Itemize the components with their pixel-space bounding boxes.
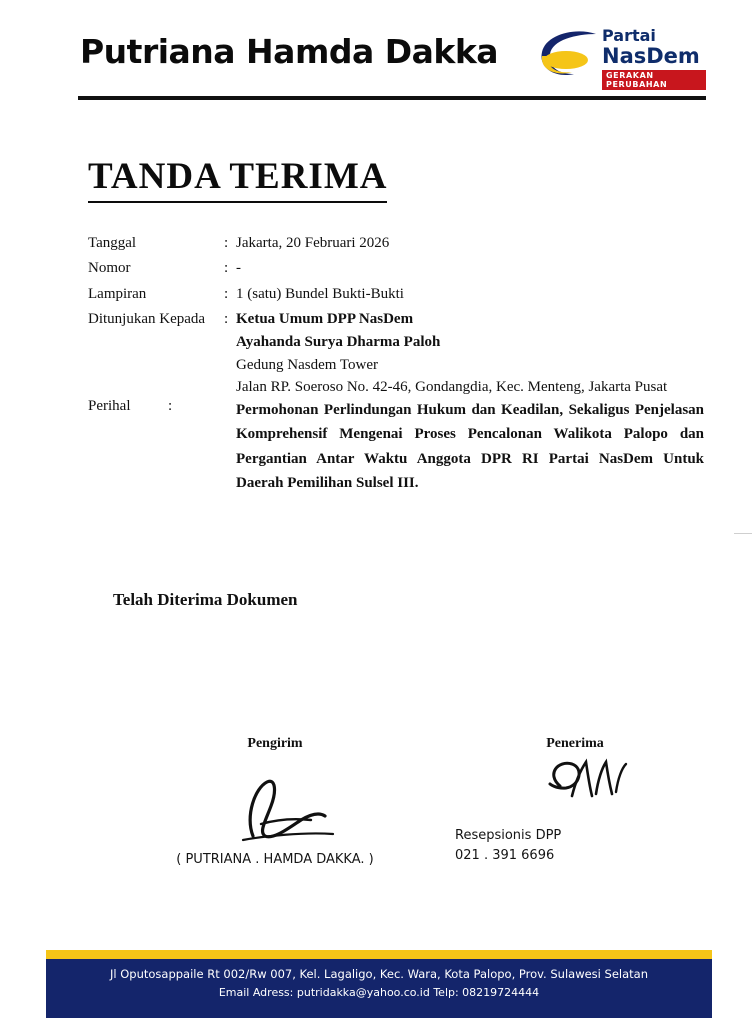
meta-block bbox=[88, 232, 704, 399]
meta-label: Ditunjukan Kepada bbox=[88, 310, 206, 327]
meta-separator: : bbox=[224, 285, 229, 302]
subject-separator: : bbox=[168, 398, 173, 414]
meta-row bbox=[88, 257, 704, 280]
receiver-name bbox=[455, 826, 752, 866]
meta-value: Ketua Umum DPP NasDem bbox=[236, 310, 414, 327]
meta-row bbox=[88, 232, 704, 255]
recipient-address bbox=[236, 331, 704, 399]
footer-accent-bar bbox=[46, 950, 712, 959]
logo-wordmark bbox=[602, 28, 706, 92]
footer-address: Jl Oputosappaile Rt 002/Rw 007, Kel. Lagaligo, Kec. Wara, Kota Palopo, Prov. Sulawesi Selatan bbox=[109, 967, 648, 981]
page-fold-mark bbox=[734, 533, 752, 534]
receiver-signature-icon bbox=[520, 752, 650, 814]
receiver-role-label: Penerima bbox=[546, 736, 604, 751]
sender-signature-icon bbox=[215, 766, 365, 846]
logo-line2: NasDem bbox=[602, 43, 700, 68]
footer-contact-bar bbox=[46, 959, 712, 1018]
meta-value: Jakarta, 20 Februari 2026 bbox=[236, 235, 390, 251]
sender-name: ( PUTRIANA . HAMDA DAKKA. ) bbox=[176, 852, 374, 867]
meta-separator: : bbox=[224, 235, 229, 251]
meta-row bbox=[88, 283, 704, 306]
address-line: Gedung Nasdem Tower bbox=[236, 356, 378, 373]
meta-label: Nomor bbox=[88, 260, 131, 277]
logo-tagline: GERAKAN PERUBAHAN bbox=[602, 70, 706, 90]
meta-label: Lampiran bbox=[88, 285, 147, 302]
meta-separator: : bbox=[224, 260, 229, 277]
letterhead-name: Putriana Hamda Dakka bbox=[80, 32, 499, 71]
receiver-name-line1: Resepsionis DPP bbox=[455, 828, 562, 843]
meta-value: - bbox=[236, 260, 241, 277]
receiver-name-line2: 021 . 391 6696 bbox=[455, 848, 555, 864]
header-divider bbox=[78, 96, 706, 100]
meta-row bbox=[88, 308, 704, 331]
address-line: Ayahanda Surya Dharma Paloh bbox=[236, 334, 441, 350]
subject-block bbox=[88, 398, 704, 495]
sender-role-label: Pengirim bbox=[247, 736, 303, 751]
footer-email-phone: Email Adress: putridakka@yahoo.co.id Telp: 08219724444 bbox=[218, 985, 540, 999]
meta-separator: : bbox=[224, 310, 229, 327]
address-line: Jalan RP. Soeroso No. 42-46, Gondangdia, Kec. Menteng, Jakarta Pusat bbox=[236, 379, 668, 395]
partai-nasdem-logo bbox=[536, 26, 704, 90]
subject-text: Permohonan Perlindungan Hukum dan Keadilan, Sekaligus Penjelasan Komprehensif Mengenai Proses Pencalonan Walikota Palopo dan Pergantian Antar Waktu Anggota DPR RI Partai NasDem Untuk Daerah Pemilihan Sulsel III. bbox=[236, 402, 704, 491]
letterhead bbox=[74, 26, 704, 94]
meta-value: 1 (satu) Bundel Bukti-Bukti bbox=[236, 285, 404, 302]
nasdem-crescent-icon bbox=[536, 30, 598, 76]
subject-label: Perihal bbox=[88, 398, 131, 414]
footer bbox=[0, 950, 752, 1024]
meta-label: Tanggal bbox=[88, 235, 137, 251]
logo-line1: Partai bbox=[602, 26, 656, 45]
received-label: Telah Diterima Dokumen bbox=[113, 590, 298, 609]
page-title: TANDA TERIMA bbox=[88, 155, 387, 203]
